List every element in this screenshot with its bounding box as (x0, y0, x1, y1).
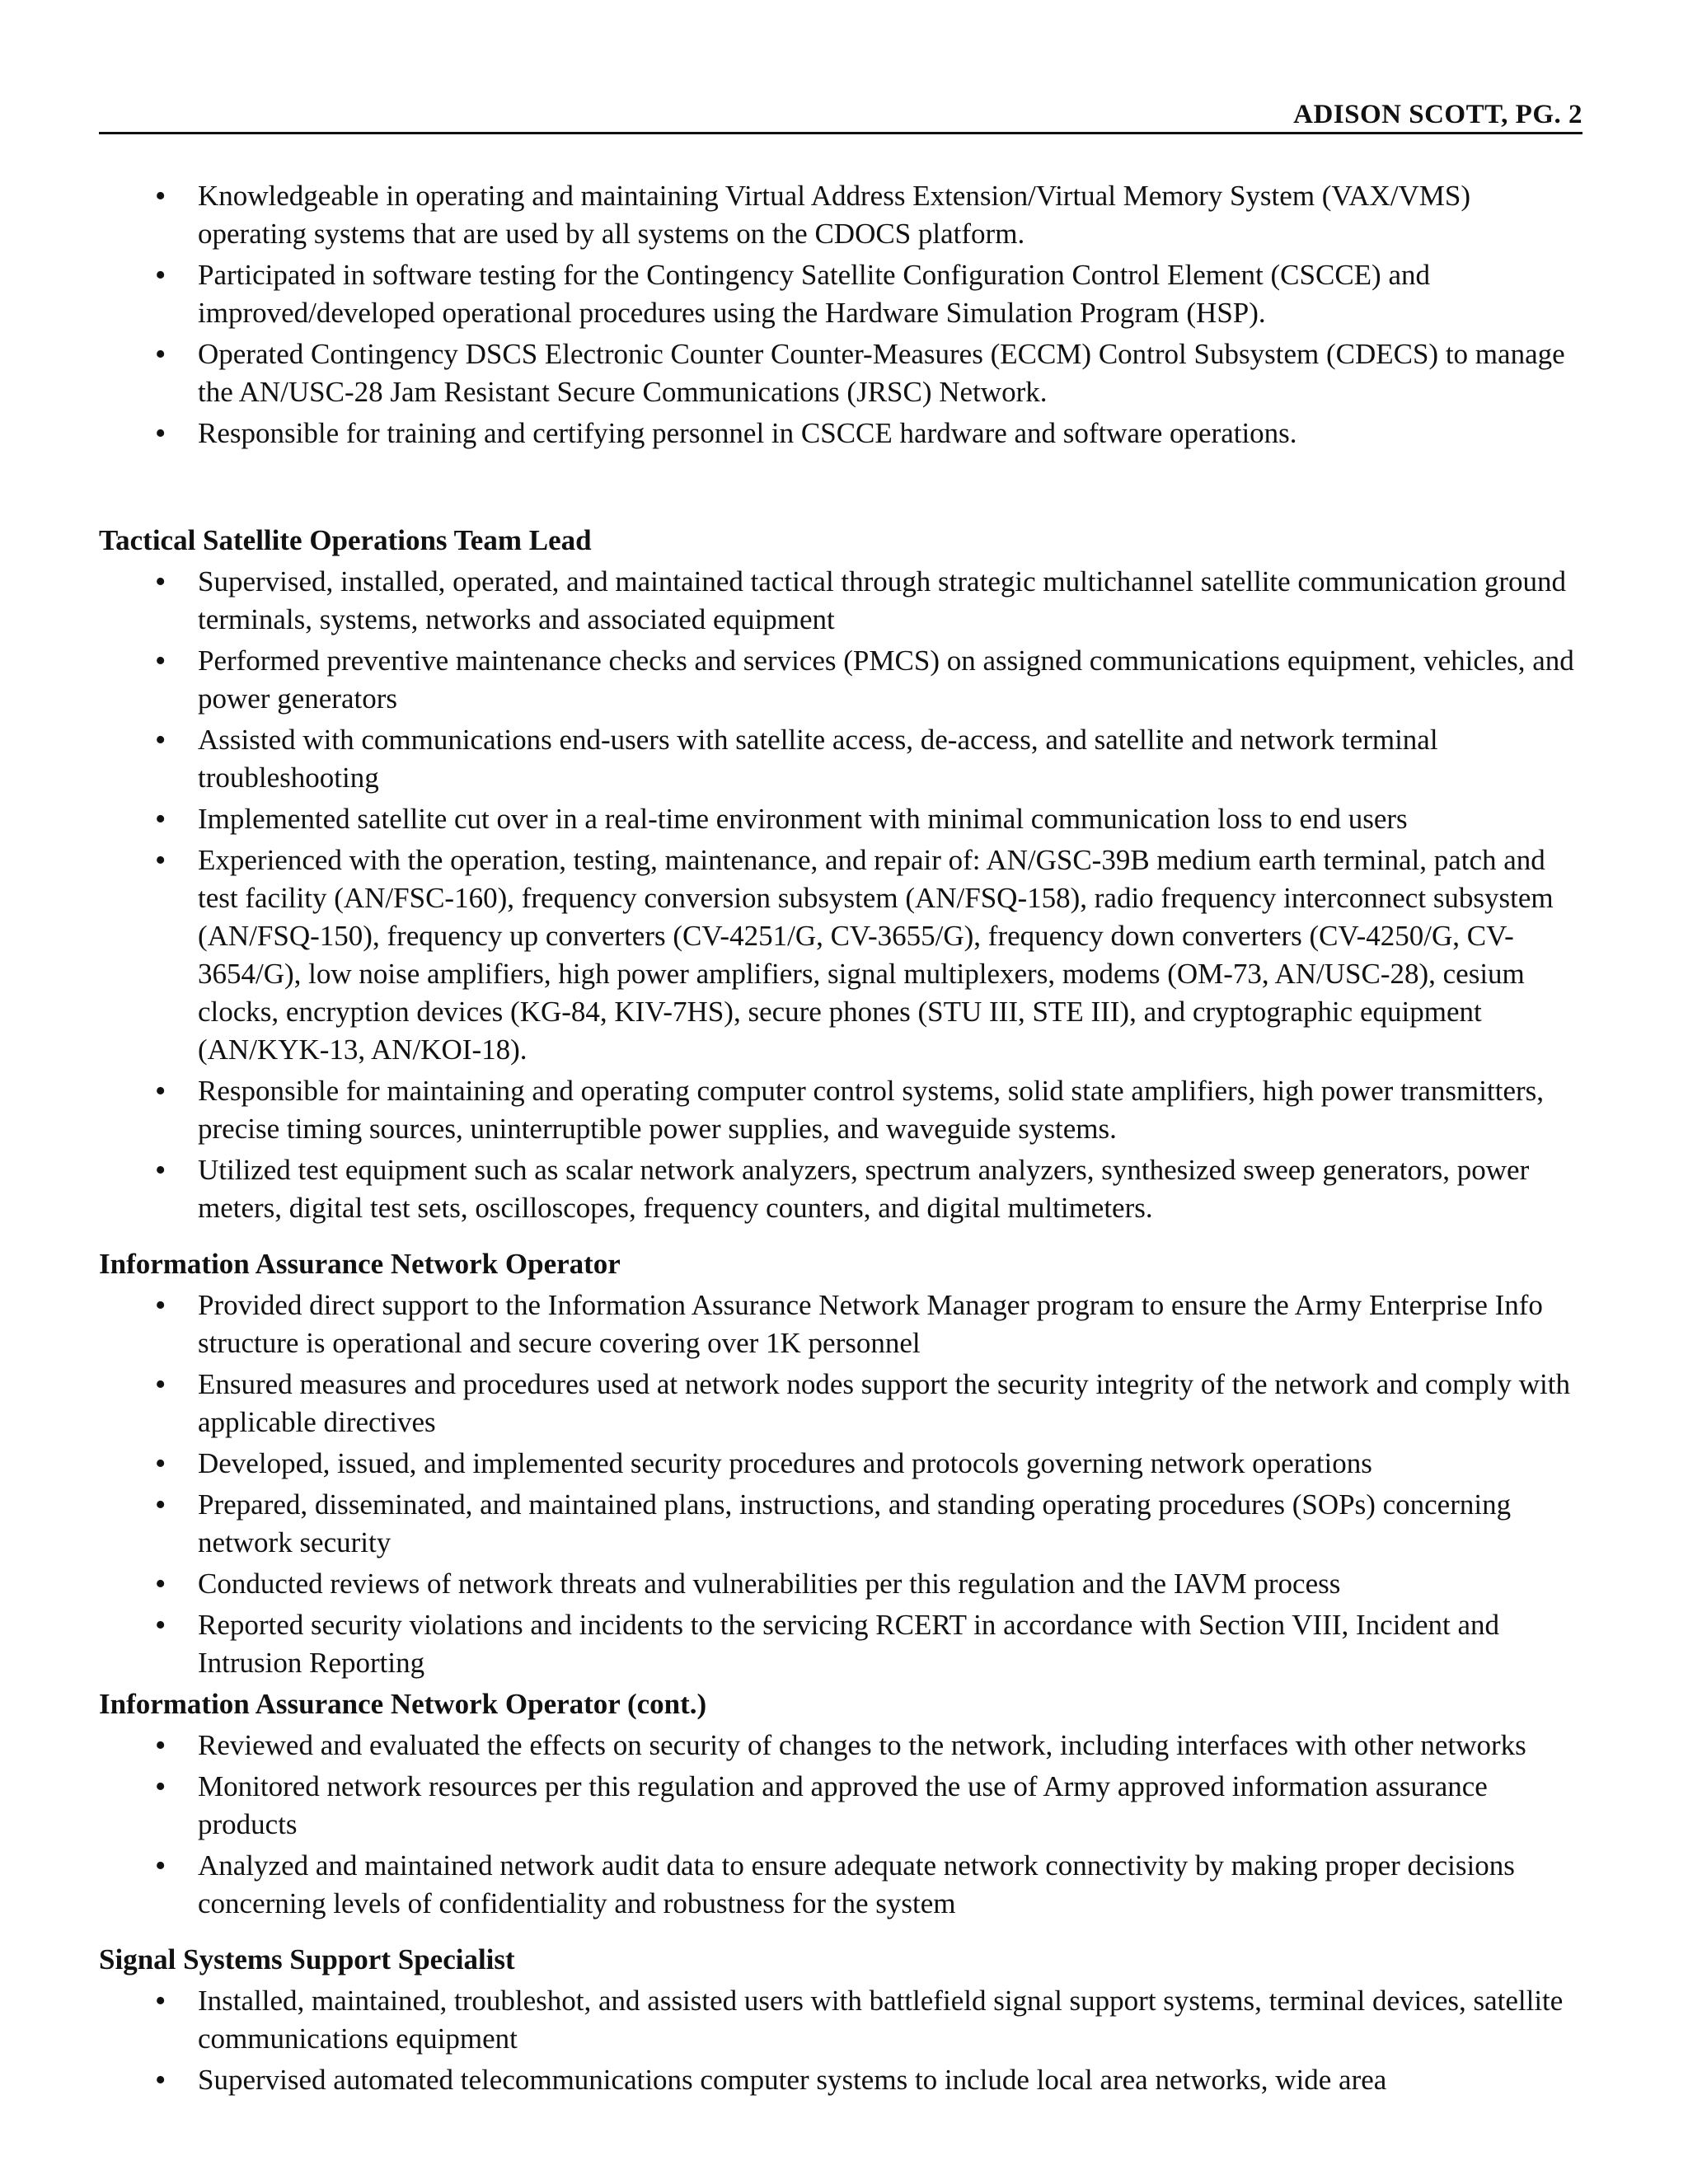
list-item: • Supervised automated telecommunications computer systems to include local area networks, wide area (99, 2061, 1582, 2099)
section-bullet-list-tactical-satellite (99, 563, 1582, 1227)
list-item: • Implemented satellite cut over in a real-time environment with minimal communication loss to end users (99, 800, 1582, 838)
section-title-ia-network-operator: Information Assurance Network Operator (99, 1248, 621, 1280)
list-item: • Experienced with the operation, testing, maintenance, and repair of: AN/GSC-39B medium earth terminal, patch and test facility (AN/FSC-160), frequency conversion subsystem (AN/FSQ-158), radio frequency interconnect subsystem (AN/FSQ-150), frequency up converters (CV-4251/G, CV-3655/G), frequency down converters (CV-4250/G, CV-3654/G), low noise amplifiers, high power amplifiers, signal multiplexers, modems (OM-73, AN/USC-28), cesium clocks, encryption devices (KG-84, KIV-7HS), secure phones (STU III, STE III), and cryptographic equipment (AN/KYK-13, AN/KOI-18). (99, 841, 1582, 1069)
section-bullet-list-ia-network-operator (99, 1286, 1582, 1682)
list-item: • Monitored network resources per this regulation and approved the use of Army approved information assurance products (99, 1768, 1582, 1844)
section-bullet-list-ia-network-operator-cont (99, 1727, 1582, 1923)
section-title-signal-systems: Signal Systems Support Specialist (99, 1943, 515, 1975)
list-item: • Ensured measures and procedures used at network nodes support the security integrity of the network and comply with applicable directives (99, 1366, 1582, 1441)
page-header (99, 97, 1582, 134)
list-item: • Assisted with communications end-users with satellite access, de-access, and satellite and network terminal troubleshooting (99, 721, 1582, 797)
list-item: • Responsible for maintaining and operating computer control systems, solid state amplifiers, high power transmitters, precise timing sources, uninterruptible power supplies, and waveguide systems. (99, 1072, 1582, 1148)
list-item: • Analyzed and maintained network audit data to ensure adequate network connectivity by making proper decisions concerning levels of confidentiality and robustness for the system (99, 1847, 1582, 1923)
list-item: • Knowledgeable in operating and maintaining Virtual Address Extension/Virtual Memory System (VAX/VMS) operating systems that are used by all systems on the CDOCS platform. (99, 177, 1582, 253)
list-item: • Prepared, disseminated, and maintained plans, instructions, and standing operating procedures (SOPs) concerning network security (99, 1486, 1582, 1562)
list-item: • Participated in software testing for the Contingency Satellite Configuration Control Element (CSCCE) and improved/developed operational procedures using the Hardware Simulation Program (HSP). (99, 256, 1582, 332)
list-item: • Responsible for training and certifying personnel in CSCCE hardware and software operations. (99, 415, 1582, 452)
resume-page (99, 97, 1582, 2102)
list-item: • Conducted reviews of network threats and vulnerabilities per this regulation and the IAVM process (99, 1565, 1582, 1603)
section-title-ia-network-operator-cont: Information Assurance Network Operator (cont.) (99, 1688, 707, 1720)
header-title: ADISON SCOTT, PG. 2 (1293, 100, 1582, 129)
list-item: • Operated Contingency DSCS Electronic Counter Counter-Measures (ECCM) Control Subsystem (CDECS) to manage the AN/USC-28 Jam Resistant Secure Communications (JRSC) Network. (99, 335, 1582, 411)
list-item: • Utilized test equipment such as scalar network analyzers, spectrum analyzers, synthesized sweep generators, power meters, digital test sets, oscilloscopes, frequency counters, and digital multimeters. (99, 1151, 1582, 1227)
section-title-tactical-satellite: Tactical Satellite Operations Team Lead (99, 524, 592, 556)
list-item: • Performed preventive maintenance checks and services (PMCS) on assigned communications equipment, vehicles, and power generators (99, 642, 1582, 718)
list-item: • Supervised, installed, operated, and maintained tactical through strategic multichannel satellite communication ground terminals, systems, networks and associated equipment (99, 563, 1582, 639)
list-item: • Reported security violations and incidents to the servicing RCERT in accordance with Section VIII, Incident and Intrusion Reporting (99, 1606, 1582, 1682)
intro-bullet-list (99, 177, 1582, 452)
list-item: • Installed, maintained, troubleshot, and assisted users with battlefield signal support systems, terminal devices, satellite communications equipment (99, 1982, 1582, 2058)
section-bullet-list-signal-systems (99, 1982, 1582, 2099)
list-item: • Provided direct support to the Information Assurance Network Manager program to ensure the Army Enterprise Info structure is operational and secure covering over 1K personnel (99, 1286, 1582, 1362)
list-item: • Reviewed and evaluated the effects on security of changes to the network, including interfaces with other networks (99, 1727, 1582, 1765)
list-item: • Developed, issued, and implemented security procedures and protocols governing network operations (99, 1445, 1582, 1483)
